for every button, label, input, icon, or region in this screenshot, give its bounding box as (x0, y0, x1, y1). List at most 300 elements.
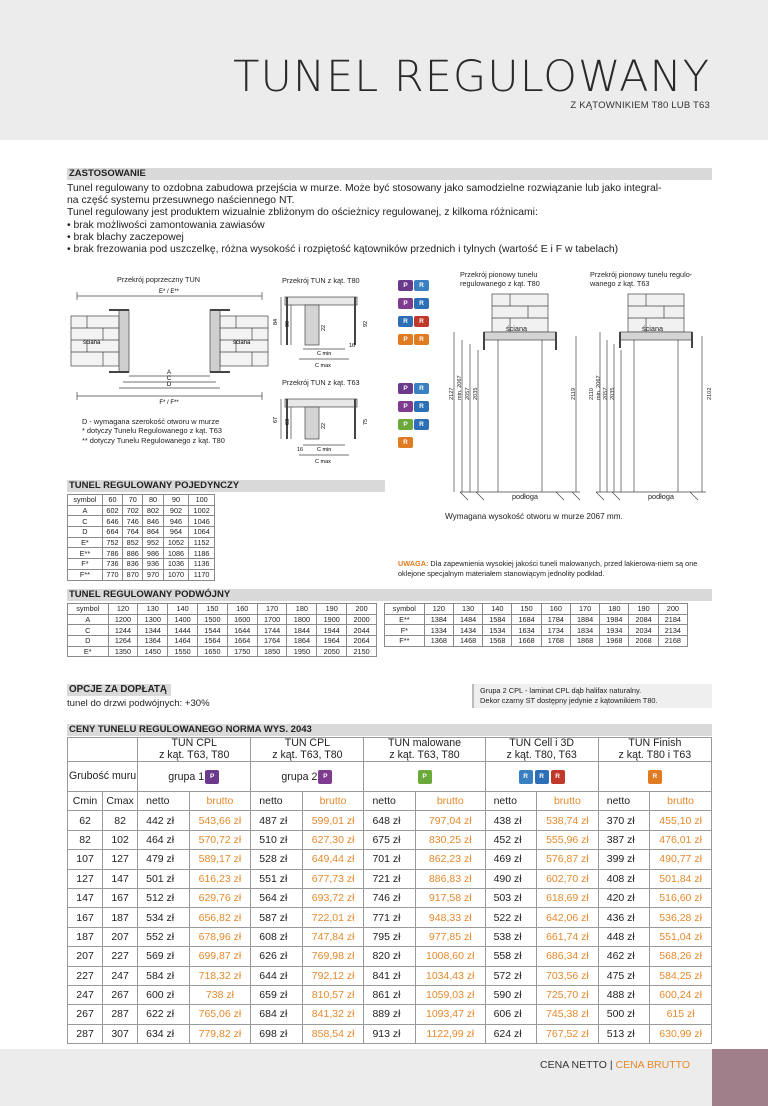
t80-dim-84: 84 (273, 318, 279, 325)
vertical-t63-title: Przekrój pionowy tunelu regulo-wanego z kąt. T63 (590, 270, 693, 288)
price-cell: 538 zł (485, 927, 536, 946)
price-cell: 686,34 zł (537, 947, 599, 966)
price-cell: 678,96 zł (189, 927, 251, 946)
table-cell: 1300 (138, 614, 168, 625)
table-cell: 864 (143, 527, 163, 538)
options-text: tunel do drzwi podwójnych: +30% (67, 698, 210, 709)
vertical-dim-label: 2035 (610, 387, 616, 400)
price-cell: 436 zł (598, 908, 649, 927)
price-cell: 590 zł (485, 985, 536, 1004)
table-cell: E** (385, 614, 425, 625)
badge-letter: R (419, 317, 424, 325)
price-cell: 684 zł (251, 1005, 302, 1024)
price-cell: 841,32 zł (302, 1005, 364, 1024)
usage-line: • brak możliwości zamontowania zawiasów (67, 219, 265, 231)
dim-a-label: A (166, 370, 172, 376)
price-cell: 476,01 zł (650, 830, 712, 849)
table-header-cell: 130 (453, 604, 482, 615)
price-cell: 862,23 zł (415, 850, 485, 869)
table-cell: 1550 (168, 646, 198, 657)
dim-e-label: E* / E** (158, 289, 180, 295)
badge-letter: R (419, 402, 424, 410)
finish-badge-icon (414, 383, 429, 394)
price-cell: 858,54 zł (302, 1024, 364, 1043)
table-header-cell: 80 (143, 495, 163, 506)
table-header-cell: symbol (385, 604, 425, 615)
table-cell: 1344 (138, 625, 168, 636)
column-title-line1: TUN CPL (171, 737, 217, 749)
group2-note (472, 684, 712, 708)
table-cell: 1568 (483, 636, 512, 647)
price-cell: 399 zł (598, 850, 649, 869)
table-cell: 846 (143, 516, 163, 527)
price-cell: 615 zł (650, 1005, 712, 1024)
price-cell: 1093,47 zł (415, 1005, 485, 1024)
badge-letter: P (403, 420, 408, 428)
finish-badge-icon (398, 298, 413, 309)
table-cell: 1700 (257, 614, 287, 625)
price-cell: 187 (68, 927, 103, 946)
table-cell: 1464 (168, 636, 198, 647)
column-title-line2: z kąt. T63, T80 (389, 748, 460, 761)
table-cell: 1384 (424, 614, 453, 625)
price-cell: 469 zł (485, 850, 536, 869)
table-header-cell: 170 (570, 604, 599, 615)
price-group-cell (485, 762, 598, 792)
price-cell: 287 (68, 1024, 103, 1043)
uwaga-note (398, 559, 708, 579)
price-cell: 913 zł (364, 1024, 415, 1043)
table-cell: A (68, 505, 103, 516)
column-title-line1: TUN Finish (628, 737, 682, 749)
price-cell: 830,25 zł (415, 830, 485, 849)
price-cell: 698 zł (251, 1024, 302, 1043)
price-cell: 747,84 zł (302, 927, 364, 946)
price-corner-cell (68, 738, 138, 762)
table-header-cell: 160 (541, 604, 570, 615)
price-cell: 841 zł (364, 966, 415, 985)
wall-thickness-label: Grubość muru (68, 762, 138, 792)
usage-line: na część systemu przesuwnego naściennego NT. (67, 195, 295, 207)
price-cell: 464 zł (138, 830, 189, 849)
price-cell: 606 zł (485, 1005, 536, 1024)
finish-badge-icon (414, 280, 429, 291)
finish-badge-icon (398, 316, 413, 327)
table-cell: 1036 (163, 559, 189, 570)
netto-header: netto (138, 792, 189, 811)
table-cell: E** (68, 548, 103, 559)
price-subheader-row (68, 792, 712, 811)
table-cell: A (68, 614, 109, 625)
table-cell: 764 (123, 527, 143, 538)
table-cell: 1368 (424, 636, 453, 647)
price-cell: 522 zł (485, 908, 536, 927)
table-cell: 964 (163, 527, 189, 538)
price-cell: 675 zł (364, 830, 415, 849)
price-cell: 127 (103, 850, 138, 869)
table-cell: 1668 (512, 636, 541, 647)
price-cell: 649,44 zł (302, 850, 364, 869)
table-cell: 1186 (189, 548, 215, 559)
finish-badge-icon: P (418, 770, 432, 784)
price-cell: 127 (68, 869, 103, 888)
table-cell: 1002 (189, 505, 215, 516)
double-table-heading: TUNEL REGULOWANY PODWÓJNY (67, 589, 712, 601)
t63-finish-badges (398, 380, 434, 452)
table-cell: 952 (143, 537, 163, 548)
footer-accent (712, 1049, 768, 1106)
table-cell: 2184 (658, 614, 687, 625)
t80-dim-16: 16 (349, 343, 356, 349)
price-cell: 677,73 zł (302, 869, 364, 888)
price-cell: 767,52 zł (537, 1024, 599, 1043)
table-cell: 2064 (347, 636, 377, 647)
price-cell: 207 (68, 947, 103, 966)
column-title-line2: z kąt. T80, T63 (506, 748, 577, 761)
brutto-header: brutto (650, 792, 712, 811)
price-cell: 1034,43 zł (415, 966, 485, 985)
vertical-t80-title: Przekrój pionowy tunelu regulowanego z kąt. T80 (460, 270, 540, 288)
table-cell: 1534 (483, 625, 512, 636)
price-cell: 917,58 zł (415, 888, 485, 907)
price-row (68, 850, 712, 869)
table-cell: E* (68, 646, 109, 657)
price-cell: 1122,99 zł (415, 1024, 485, 1043)
table-row (68, 516, 215, 527)
price-group-cell (598, 762, 711, 792)
price-cell: 227 (68, 966, 103, 985)
group-label: grupa 2 (281, 770, 318, 783)
uwaga-label: UWAGA: (398, 559, 429, 568)
badge-letter: P (403, 384, 408, 392)
price-cell: 701 zł (364, 850, 415, 869)
price-cell: 600 zł (138, 985, 189, 1004)
finish-badge-icon (414, 298, 429, 309)
table-cell: E* (68, 537, 103, 548)
table-header-cell: 100 (189, 495, 215, 506)
price-cell: 438 zł (485, 811, 536, 830)
badge-letter: R (403, 438, 408, 446)
table-cell: 1764 (257, 636, 287, 647)
price-cell: 207 (103, 927, 138, 946)
t63-dim-63: 63 (285, 418, 291, 425)
badge-letter: R (419, 384, 424, 392)
finish-badge-icon: P (205, 770, 219, 784)
table-cell: 870 (123, 569, 143, 580)
price-cell: 634 zł (138, 1024, 189, 1043)
table-cell: 886 (123, 548, 143, 559)
table-cell: 2044 (347, 625, 377, 636)
wall-label-2: ściana (642, 324, 664, 333)
badge-letter: R (419, 420, 424, 428)
single-table-heading: TUNEL REGULOWANY POJEDYNCZY (67, 480, 385, 492)
table-header-cell: 200 (347, 604, 377, 615)
finish-badge-icon (414, 334, 429, 345)
vertical-dim-label: 2127 (449, 387, 455, 400)
badge-letter: R (419, 281, 424, 289)
table-cell: 986 (143, 548, 163, 559)
table-header-cell: 190 (629, 604, 658, 615)
table-cell: F* (68, 559, 103, 570)
price-cell: 82 (103, 811, 138, 830)
price-cell: 516,60 zł (650, 888, 712, 907)
cross-section-notes (82, 417, 225, 445)
price-cell: 718,32 zł (189, 966, 251, 985)
table-cell: C (68, 625, 109, 636)
wall-right-label: ściana (233, 340, 251, 346)
t63-section-drawing (273, 389, 385, 469)
vertical-dim-label: 2110 (589, 387, 595, 400)
price-row (68, 830, 712, 849)
finish-badge-icon (398, 280, 413, 291)
usage-line: • brak blachy zaczepowej (67, 231, 184, 243)
column-title-line2: z kąt. T63, T80 (159, 748, 230, 761)
table-cell: 1244 (108, 625, 138, 636)
table-cell: 1964 (317, 636, 347, 647)
table-row (385, 636, 688, 647)
price-cell: 618,69 zł (537, 888, 599, 907)
table-cell: 2134 (658, 625, 687, 636)
table-cell: 2050 (317, 646, 347, 657)
price-cell: 738 zł (189, 985, 251, 1004)
price-cell: 147 (68, 888, 103, 907)
table-cell: 1984 (600, 614, 629, 625)
table-cell: 1650 (198, 646, 228, 657)
price-cell: 820 zł (364, 947, 415, 966)
t80-dim-22: 22 (321, 324, 327, 331)
table-cell: 1064 (189, 527, 215, 538)
footer-netto: CENA NETTO (540, 1059, 607, 1071)
netto-header: netto (251, 792, 302, 811)
price-cell: 569 zł (138, 947, 189, 966)
price-cell: 616,23 zł (189, 869, 251, 888)
table-cell: 2084 (629, 614, 658, 625)
price-cell: 624 zł (485, 1024, 536, 1043)
table-row (68, 614, 377, 625)
t63-dim-16: 16 (297, 447, 304, 453)
table-cell: 836 (123, 559, 143, 570)
finish-badge-icon (414, 316, 429, 327)
price-cell: 452 zł (485, 830, 536, 849)
wall-label-1: ściana (506, 324, 528, 333)
table-cell: 1170 (189, 569, 215, 580)
table-cell: 1070 (163, 569, 189, 580)
height-note: Wymagana wysokość otworu w murze 2067 mm. (445, 512, 623, 521)
table-cell: 1484 (453, 614, 482, 625)
price-cell: 602,70 zł (537, 869, 599, 888)
finish-badge-icon (398, 437, 413, 448)
table-cell: 664 (102, 527, 122, 538)
table-cell: 2000 (347, 614, 377, 625)
table-header-cell: 90 (163, 495, 189, 506)
price-row (68, 1005, 712, 1024)
price-cell: 1008,60 zł (415, 947, 485, 966)
table-row (68, 625, 377, 636)
column-title-line2: z kąt. T80 i T63 (618, 748, 692, 761)
price-cell: 487 zł (251, 811, 302, 830)
table-cell: 2068 (629, 636, 658, 647)
price-cell: 622 zł (138, 1005, 189, 1024)
price-column-title (251, 738, 364, 762)
price-cell: 107 (68, 850, 103, 869)
vertical-dim-label: 2057 (465, 387, 471, 400)
price-cell: 627,30 zł (302, 830, 364, 849)
brutto-header: brutto (189, 792, 251, 811)
finish-badge-icon (398, 419, 413, 430)
table-cell: 1046 (189, 516, 215, 527)
table-header-cell: 120 (424, 604, 453, 615)
table-row (68, 559, 215, 570)
price-cell: 699,87 zł (189, 947, 251, 966)
price-cell: 722,01 zł (302, 908, 364, 927)
finish-badge-icon: R (648, 770, 662, 784)
price-cell: 629,76 zł (189, 888, 251, 907)
price-cell: 861 zł (364, 985, 415, 1004)
price-cell: 370 zł (598, 811, 649, 830)
price-cell: 1059,03 zł (415, 985, 485, 1004)
double-dimensions-table-2 (384, 603, 688, 647)
price-cell: 769,98 zł (302, 947, 364, 966)
price-cell: 792,12 zł (302, 966, 364, 985)
price-cell: 510 zł (251, 830, 302, 849)
table-header-cell: 60 (102, 495, 122, 506)
price-cell: 307 (103, 1024, 138, 1043)
table-header-cell: 180 (600, 604, 629, 615)
price-cell: 779,82 zł (189, 1024, 251, 1043)
finish-badge-icon (398, 401, 413, 412)
price-cell: 977,85 zł (415, 927, 485, 946)
table-header-cell: symbol (68, 604, 109, 615)
usage-line: Tunel regulowany jest produktem wizualnie zbliżonym do ościeżnicy regulowanej, z kilkoma różnicami: (67, 207, 538, 219)
wall-left-label: ściana (83, 340, 101, 346)
price-cell: 62 (68, 811, 103, 830)
price-cell: 102 (103, 830, 138, 849)
price-cell: 536,28 zł (650, 908, 712, 927)
table-cell: 736 (102, 559, 122, 570)
t80-cmin: C min (317, 351, 332, 357)
price-column-title (485, 738, 598, 762)
price-cell: 608 zł (251, 927, 302, 946)
table-cell: 1400 (168, 614, 198, 625)
price-cell: 442 zł (138, 811, 189, 830)
table-cell: 1564 (198, 636, 228, 647)
table-cell: F** (68, 569, 103, 580)
price-cell: 490,77 zł (650, 850, 712, 869)
price-cell: 267 (68, 1005, 103, 1024)
price-cell: 420 zł (598, 888, 649, 907)
table-cell: D (68, 636, 109, 647)
price-cell: 599,01 zł (302, 811, 364, 830)
group-label: grupa 1 (168, 770, 205, 783)
table-cell: 852 (123, 537, 143, 548)
price-cell: 642,06 zł (537, 908, 599, 927)
brutto-header: brutto (415, 792, 485, 811)
table-cell: 1200 (108, 614, 138, 625)
footer-brutto: CENA BRUTTO (615, 1059, 690, 1071)
t63-dim-67: 67 (273, 416, 279, 423)
uwaga-text: Dla zapewnienia wysokiej jakości tuneli malowanych, przed lakierowa-niem są one oklejone specjalnym materiałem stanowiącym jednolity podkład. (398, 559, 698, 578)
finish-badge-icon (398, 383, 413, 394)
finish-badge-icon: R (551, 770, 565, 784)
table-cell: 2150 (347, 646, 377, 657)
table-cell: 1450 (138, 646, 168, 657)
price-row (68, 927, 712, 946)
price-group-cell (138, 762, 251, 792)
footer-band (0, 1049, 768, 1106)
badge-letter: P (403, 335, 408, 343)
table-cell: C (68, 516, 103, 527)
table-header-cell: symbol (68, 495, 103, 506)
dim-d-label: D (166, 382, 172, 388)
price-cell: 488 zł (598, 985, 649, 1004)
price-cell: 765,06 zł (189, 1005, 251, 1024)
table-header-cell: 120 (108, 604, 138, 615)
price-cell: 267 (103, 985, 138, 1004)
usage-heading: ZASTOSOWANIE (67, 168, 712, 180)
price-row (68, 947, 712, 966)
price-cell: 626 zł (251, 947, 302, 966)
usage-line: Tunel regulowany to ozdobna zabudowa przejścia w murze. Może być stosowany jako samodzielne rozwiązanie lub jako integral- (67, 183, 662, 194)
price-cell: 948,33 zł (415, 908, 485, 927)
table-cell: 1086 (163, 548, 189, 559)
vertical-dim-label: 2057 (603, 387, 609, 400)
table-cell: 1900 (317, 614, 347, 625)
badge-letter: P (403, 299, 408, 307)
table-cell: 802 (143, 505, 163, 516)
price-cell: 462 zł (598, 947, 649, 966)
single-dimensions-table (67, 494, 215, 581)
table-cell: 646 (102, 516, 122, 527)
cross-note-line: D - wymagana szerokość otworu w murze (82, 417, 220, 426)
table-cell: 1834 (570, 625, 599, 636)
double-dimensions-table-1 (67, 603, 377, 657)
table-row (68, 537, 215, 548)
price-cell: 167 (68, 908, 103, 927)
brutto-header: brutto (537, 792, 599, 811)
price-cell: 644 zł (251, 966, 302, 985)
price-cell: 448 zł (598, 927, 649, 946)
price-cell: 572 zł (485, 966, 536, 985)
table-cell: 746 (123, 516, 143, 527)
table-cell: 1884 (570, 614, 599, 625)
price-cell: 512 zł (138, 888, 189, 907)
brutto-header: brutto (302, 792, 364, 811)
price-cell: 455,10 zł (650, 811, 712, 830)
price-cell: 771 zł (364, 908, 415, 927)
footer-separator: | (606, 1059, 616, 1071)
price-cell: 513 zł (598, 1024, 649, 1043)
table-cell: 1634 (512, 625, 541, 636)
table-cell: 2034 (629, 625, 658, 636)
price-cell: 600,24 zł (650, 985, 712, 1004)
price-cell: 810,57 zł (302, 985, 364, 1004)
table-cell: 1784 (541, 614, 570, 625)
vertical-dim-label: min. 2067 (596, 375, 602, 400)
badge-letter: R (419, 299, 424, 307)
netto-header: netto (364, 792, 415, 811)
price-cell: 889 zł (364, 1005, 415, 1024)
page-subtitle: Z KĄTOWNIKIEM T80 LUB T63 (570, 100, 710, 111)
t63-cmin: C min (317, 447, 332, 453)
price-cell: 167 (103, 888, 138, 907)
table-cell: 1644 (227, 625, 257, 636)
table-cell: 1444 (168, 625, 198, 636)
price-cell: 227 (103, 947, 138, 966)
finish-badge-icon (414, 401, 429, 412)
price-cell: 528 zł (251, 850, 302, 869)
cross-section-drawing (67, 284, 272, 406)
table-cell: 1600 (227, 614, 257, 625)
